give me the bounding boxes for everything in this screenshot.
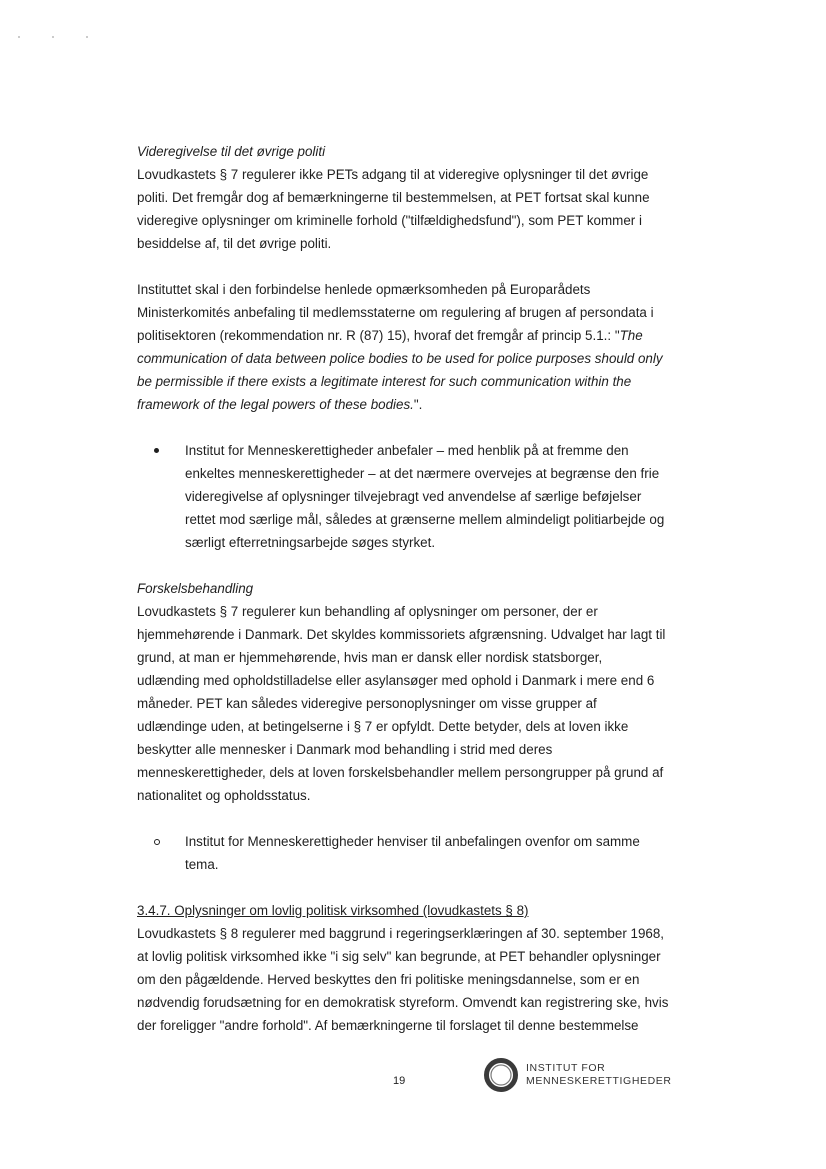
scan-speck — [18, 36, 20, 38]
quote-line: communication of data between police bodies to be used for police purposes should only — [137, 351, 663, 366]
paragraph-line: politi. Det fremgår dog af bemærkningerne til bestemmelsen, at PET fortsat skal kunne — [137, 190, 650, 205]
section-heading: Forskelsbehandling — [137, 581, 254, 596]
paragraph-text: politisektoren (rekommendation nr. R (87) 15), hvoraf det fremgår af princip 5.1.: " — [137, 328, 620, 343]
logo-line: INSTITUT FOR — [526, 1062, 606, 1074]
bullet-line: enkeltes menneskerettigheder – at det nærmere overvejes at begrænse den frie — [185, 466, 660, 481]
paragraph-line: grund, at man er hjemmehørende, hvis man er dansk eller nordisk statsborger, — [137, 650, 603, 665]
paragraph-line: Lovudkastets § 7 regulerer ikke PETs adgang til at videregive oplysninger til det øvrige — [137, 167, 649, 182]
paragraph-line: nødvendig forudsætning for en demokratisk styreform. Omvendt kan registrering ske, hvis — [137, 995, 669, 1010]
institute-logo — [482, 1056, 672, 1094]
bullet-line: tema. — [185, 857, 219, 872]
quote-text: framework of the legal powers of these bodies. — [137, 397, 414, 412]
paragraph-line: besiddelse af, til det øvrige politi. — [137, 236, 332, 251]
paragraph-line: udlænding med opholdstilladelse eller asylansøger med ophold i Danmark i mere end 6 — [137, 673, 655, 688]
quote-line — [137, 393, 677, 416]
bullet-icon — [154, 448, 159, 453]
quote-text: The — [619, 328, 643, 343]
page-number: 19 — [393, 1075, 406, 1087]
logo-line: MENNESKERETTIGHEDER — [526, 1075, 672, 1087]
paragraph-line: hjemmehørende i Danmark. Det skyldes kommissoriets afgrænsning. Udvalget har lagt til — [137, 627, 666, 642]
logo-text — [526, 1062, 672, 1088]
paragraph-text: ". — [413, 397, 423, 412]
paragraph-line: Lovudkastets § 8 regulerer med baggrund i regeringserklæringen af 30. september 1968, — [137, 926, 665, 941]
paragraph-line: Instituttet skal i den forbindelse henlede opmærksomheden på Europarådets — [137, 282, 591, 297]
bullet-line: rettet mod særlige mål, således at grænserne mellem almindeligt politiarbejde og — [185, 512, 665, 527]
paragraph-line — [137, 324, 677, 347]
section-title: 3.4.7. Oplysninger om lovlig politisk virksomhed (lovudkastets § 8) — [137, 903, 529, 918]
recommendation-bullet — [137, 830, 677, 876]
paragraph-line: om den pågældende. Herved beskyttes den fri politiske meningsdannelse, som er en — [137, 972, 640, 987]
bullet-line: Institut for Menneskerettigheder anbefaler – med henblik på at fremme den — [185, 443, 629, 458]
bullet-line: Institut for Menneskerettigheder henviser til anbefalingen ovenfor om samme — [185, 834, 640, 849]
paragraph-line: der foreligger "andre forhold". Af bemærkningerne til forslaget til denne bestemmelse — [137, 1018, 639, 1033]
paragraph-line: beskytter alle mennesker i Danmark mod behandling i strid med deres — [137, 742, 553, 757]
paragraph-line: menneskerettigheder, dels at loven forskelsbehandler mellem persongrupper på grund af — [137, 765, 664, 780]
recommendation-bullet — [137, 439, 677, 554]
quote-line: be permissible if there exists a legitimate interest for such communication within the — [137, 374, 632, 389]
paragraph-line: nationalitet og opholdsstatus. — [137, 788, 311, 803]
paragraph-line: videregive oplysninger om kriminelle forhold ("tilfældighedsfund"), som PET kommer i — [137, 213, 642, 228]
bullet-icon — [154, 839, 160, 845]
paragraph-line: Lovudkastets § 7 regulerer kun behandling af oplysninger om personer, der er — [137, 604, 598, 619]
scan-speck — [52, 36, 54, 38]
document-body — [137, 140, 677, 1037]
scan-speck — [86, 36, 88, 38]
bullet-line: videregivelse af oplysninger tilvejebragt ved anvendelse af særlige beføjelser — [185, 489, 642, 504]
bullet-line: særligt efterretningsarbejde søges styrket. — [185, 535, 436, 550]
paragraph-line: Ministerkomités anbefaling til medlemsstaterne om regulering af brugen af persondata i — [137, 305, 654, 320]
paragraph-line: at lovlig politisk virksomhed ikke "i sig selv" kan begrunde, at PET behandler oplysninger — [137, 949, 661, 964]
paragraph-line: måneder. PET kan således videregive personoplysninger om visse grupper af — [137, 696, 597, 711]
section-heading: Videregivelse til det øvrige politi — [137, 144, 326, 159]
ring-logo-icon — [482, 1056, 520, 1094]
paragraph-line: udlændinge uden, at betingelserne i § 7 er opfyldt. Dette betyder, dels at loven ikke — [137, 719, 629, 734]
